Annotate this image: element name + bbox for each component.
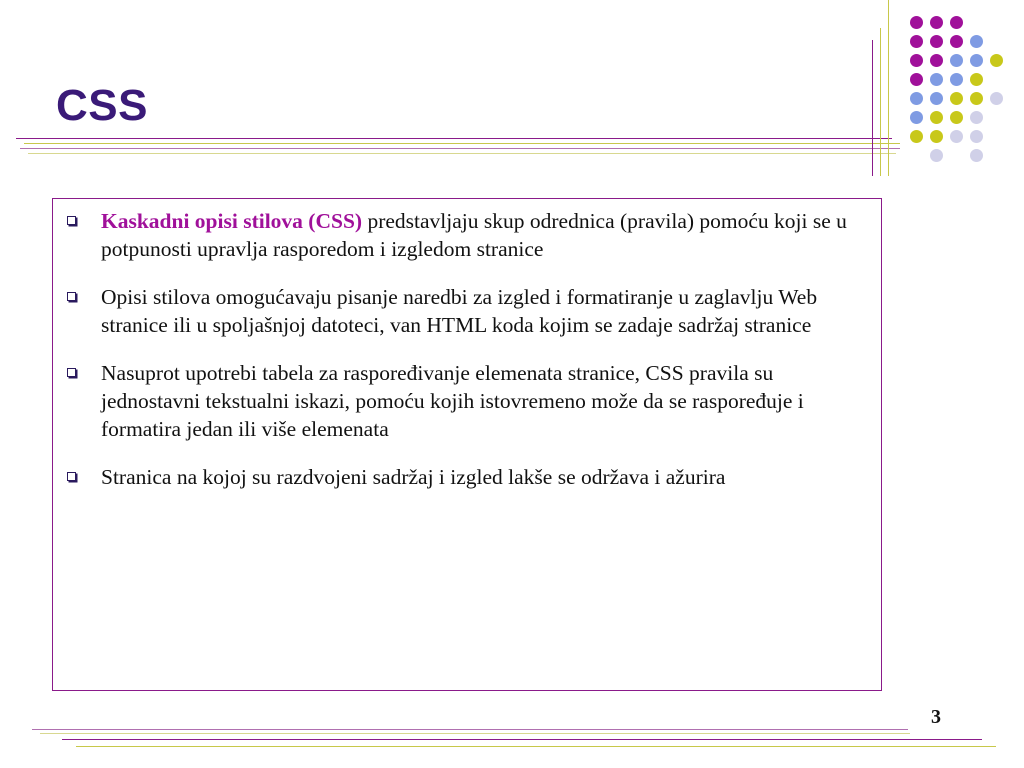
decor-dot — [970, 73, 983, 86]
decor-dot — [930, 149, 943, 162]
dot-grid-decoration — [904, 10, 1024, 170]
decor-dot — [950, 54, 963, 67]
bullet-list — [53, 207, 881, 511]
decor-dot — [930, 130, 943, 143]
decor-dot — [970, 35, 983, 48]
content-box — [52, 198, 882, 691]
page-number: 3 — [931, 706, 941, 728]
bullet-item-1 — [53, 207, 881, 263]
decor-dot — [990, 92, 1003, 105]
bullet-item-4 — [53, 463, 881, 491]
decor-dot — [930, 73, 943, 86]
title-divider-purple — [16, 138, 892, 139]
bullet-text: predstavljaju skup odrednica (pravila) pomoću koji se u potpunosti upravlja rasporedom i izgledom stranice — [101, 209, 847, 261]
footer-line-lime — [40, 733, 910, 734]
decor-dot — [950, 35, 963, 48]
square-bullet-icon — [67, 216, 76, 225]
decor-dot — [970, 149, 983, 162]
square-bullet-icon — [67, 368, 76, 377]
decor-dot — [930, 92, 943, 105]
footer-line-purple-2 — [62, 739, 982, 740]
bullet-text: Nasuprot upotrebi tabela za raspoređivanje elemenata stranice, CSS pravila su jednostavni tekstualni iskazi, pomoću kojih istovremeno može da se raspoređuje i formatira jedan ili više elemenata — [101, 361, 804, 441]
decor-dot — [950, 92, 963, 105]
decor-dot — [930, 54, 943, 67]
title-divider-purple-2 — [20, 148, 900, 149]
decor-dot — [910, 73, 923, 86]
bullet-item-3 — [53, 359, 881, 443]
footer-line-lime-2 — [76, 746, 996, 747]
decor-dot — [910, 130, 923, 143]
decor-dot — [950, 73, 963, 86]
decor-dot — [910, 35, 923, 48]
footer-line-purple — [32, 729, 908, 730]
decor-dot — [950, 16, 963, 29]
title-divider-lime-2 — [28, 153, 896, 154]
decor-dot — [950, 111, 963, 124]
square-bullet-icon — [67, 292, 76, 301]
decor-dot — [950, 130, 963, 143]
decor-dot — [910, 92, 923, 105]
title-divider-lime — [24, 143, 900, 144]
square-bullet-icon — [67, 472, 76, 481]
bullet-highlight: Kaskadni opisi stilova (CSS) — [101, 209, 363, 233]
vertical-line-1 — [872, 40, 873, 176]
bullet-text: Opisi stilova omogućavaju pisanje naredbi za izgled i formatiranje u zaglavlju Web stranice ili u spoljašnjoj datoteci, van HTML koda kojim se zadaje sadržaj stranice — [101, 285, 818, 337]
decor-dot — [930, 16, 943, 29]
decor-dot — [970, 54, 983, 67]
decor-dot — [910, 16, 923, 29]
decor-dot — [970, 130, 983, 143]
vertical-line-2 — [880, 28, 881, 176]
decor-dot — [990, 54, 1003, 67]
vertical-line-3 — [888, 0, 889, 176]
decor-dot — [970, 111, 983, 124]
decor-dot — [970, 92, 983, 105]
decor-dot — [930, 35, 943, 48]
decor-dot — [930, 111, 943, 124]
decor-dot — [910, 54, 923, 67]
decor-dot — [910, 111, 923, 124]
bullet-text: Stranica na kojoj su razdvojeni sadržaj i izgled lakše se održava i ažurira — [101, 465, 726, 489]
slide-title: CSS — [56, 81, 148, 130]
bullet-item-2 — [53, 283, 881, 339]
